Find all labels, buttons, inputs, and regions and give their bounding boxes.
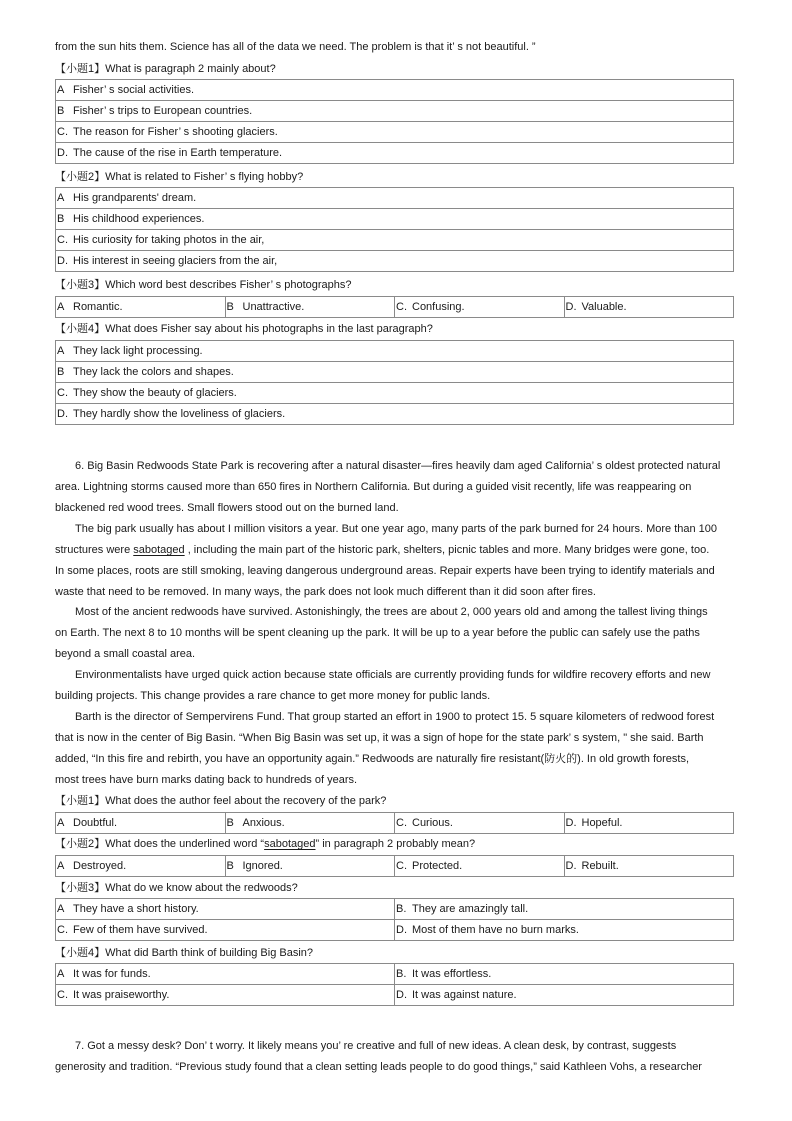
passage-line: Environmentalists have urged quick action because state officials are currently providing funds for wildfire recovery efforts and new [75,669,711,681]
option-row [56,101,734,122]
option-b[interactable]: B They lack the colors and shapes. [56,362,734,383]
p6-question-1-label: 【小题1】What does the author feel about the recovery of the park? [55,795,387,807]
passage-line: building projects. This change provides a rare chance to get more money for public lands. [55,690,491,702]
passage-line: 6. Big Basin Redwoods State Park is recovering after a natural disaster—fires heavily dam aged California’ s oldest protected natural [75,460,721,472]
option-c[interactable]: C. Curious. [395,813,565,834]
option-a[interactable]: A His grandparents' dream. [56,188,734,209]
passage-line: most trees have burn marks dating back to hundreds of years. [55,774,358,786]
option-c[interactable]: C. The reason for Fisher’ s shooting glaciers. [56,122,734,143]
option-d[interactable]: D. They hardly show the loveliness of glaciers. [56,404,734,425]
option-b[interactable]: B His childhood experiences. [56,209,734,230]
option-d[interactable]: D. Hopeful. [564,813,734,834]
passage-line: Most of the ancient redwoods have survived. Astonishingly, the trees are about 2, 000 years old and among the tallest living things [75,606,708,618]
option-d[interactable]: D. It was against nature. [395,985,734,1006]
option-c[interactable]: C. It was praiseworthy. [56,985,395,1006]
option-c[interactable]: C. Protected. [395,856,565,877]
p5-question-3-label: 【小题3】Which word best describes Fisher’ s photographs? [55,279,352,291]
option-d[interactable]: D. Most of them have no burn marks. [395,920,734,941]
passage-line: generosity and tradition. “Previous study found that a clean setting leads people to do good things,” said Kathleen Vohs, a researcher [55,1061,702,1073]
p5-question-1-options [55,79,734,164]
passage-line: waste that need to be removed. In many ways, the park does not look much different than it did soon after fires. [55,586,596,598]
p5-question-3-options [55,296,734,318]
passage-line: that is now in the center of Big Basin. “When Big Basin was set up, it was a sign of hope for the state park’ s system, " she said. Barth [55,732,704,744]
p5-question-2-label: 【小题2】What is related to Fisher’ s flying hobby? [55,171,304,183]
option-a[interactable]: A Destroyed. [56,856,226,877]
passage-line: The big park usually has about I million visitors a year. But one year ago, many parts of the park burned for 24 hours. More than 100 [75,523,718,535]
option-d[interactable]: D. Rebuilt. [564,856,734,877]
passage-line: beyond a small coastal area. [55,648,196,660]
underlined-word: sabotaged [264,838,316,850]
p6-question-2-label: 【小题2】What does the underlined word “sabotaged” in paragraph 2 probably mean? [55,838,476,850]
p6-question-3-label: 【小题3】What do we know about the redwoods? [55,882,298,894]
passage-line: In some places, roots are still smoking, leaving dangerous underground areas. Repair experts have been trying to identify materials and [55,565,715,577]
option-c[interactable]: C. Few of them have survived. [56,920,395,941]
p5-question-4-options [55,340,734,425]
passage-line: blackened red wood trees. Small flowers stood out on the burned land. [55,502,399,514]
option-a[interactable]: A They lack light processing. [56,341,734,362]
passage-line: structures were sabotaged , including the main part of the historic park, shelters, picnic tables and more. Many bridges were gone, too. [55,544,710,556]
option-row [56,80,734,101]
option-b[interactable]: B Ignored. [225,856,395,877]
option-a[interactable]: A Doubtful. [56,813,226,834]
p6-question-1-options [55,812,734,834]
passage-line: on Earth. The next 8 to 10 months will be spent cleaning up the park. It will be up to a year before the public can safely use the paths [55,627,700,639]
p5-question-4-label: 【小题4】What does Fisher say about his photographs in the last paragraph? [55,323,433,335]
option-a[interactable]: A They have a short history. [56,899,395,920]
underlined-word: sabotaged [133,544,185,556]
option-c[interactable]: C. They show the beauty of glaciers. [56,383,734,404]
p6-question-3-options [55,898,734,941]
option-b[interactable]: B Fisher’ s trips to European countries. [56,101,734,122]
p6-question-4-options [55,963,734,1006]
option-b[interactable]: B Anxious. [225,813,395,834]
option-b[interactable]: B Unattractive. [225,297,395,318]
option-c[interactable]: C. Confusing. [395,297,565,318]
passage-line: added, “In this fire and rebirth, you have an opportunity again.” Redwoods are naturally fire resistant(防火的). In old growth forests, [55,753,690,765]
option-row [56,143,734,164]
option-a[interactable]: A Romantic. [56,297,226,318]
passage-line: Barth is the director of Sempervirens Fund. That group started an effort in 1900 to protect 15. 5 square kilometers of redwood forest [75,711,715,723]
option-b[interactable]: B. They are amazingly tall. [395,899,734,920]
option-d[interactable]: D. The cause of the rise in Earth temperature. [56,143,734,164]
option-a[interactable]: A Fisher’ s social activities. [56,80,734,101]
option-b[interactable]: B. It was effortless. [395,964,734,985]
passage-5-last-line: from the sun hits them. Science has all of the data we need. The problem is that it’ s not beautiful. ” [55,41,536,53]
option-d[interactable]: D. His interest in seeing glaciers from the air, [56,251,734,272]
p6-question-4-label: 【小题4】What did Barth think of building Big Basin? [55,947,314,959]
p5-question-1-label: 【小题1】What is paragraph 2 mainly about? [55,63,276,75]
p6-question-2-options [55,855,734,877]
passage-line: area. Lightning storms caused more than 650 fires in Northern California. But during a guided visit recently, life was reappearing on [55,481,692,493]
passage-line: 7. Got a messy desk? Don’ t worry. It likely means you’ re creative and full of new ideas. A clean desk, by contrast, suggests [75,1040,677,1052]
option-row [56,122,734,143]
option-d[interactable]: D. Valuable. [564,297,734,318]
option-a[interactable]: A It was for funds. [56,964,395,985]
p5-question-2-options [55,187,734,272]
option-c[interactable]: C. His curiosity for taking photos in the air, [56,230,734,251]
